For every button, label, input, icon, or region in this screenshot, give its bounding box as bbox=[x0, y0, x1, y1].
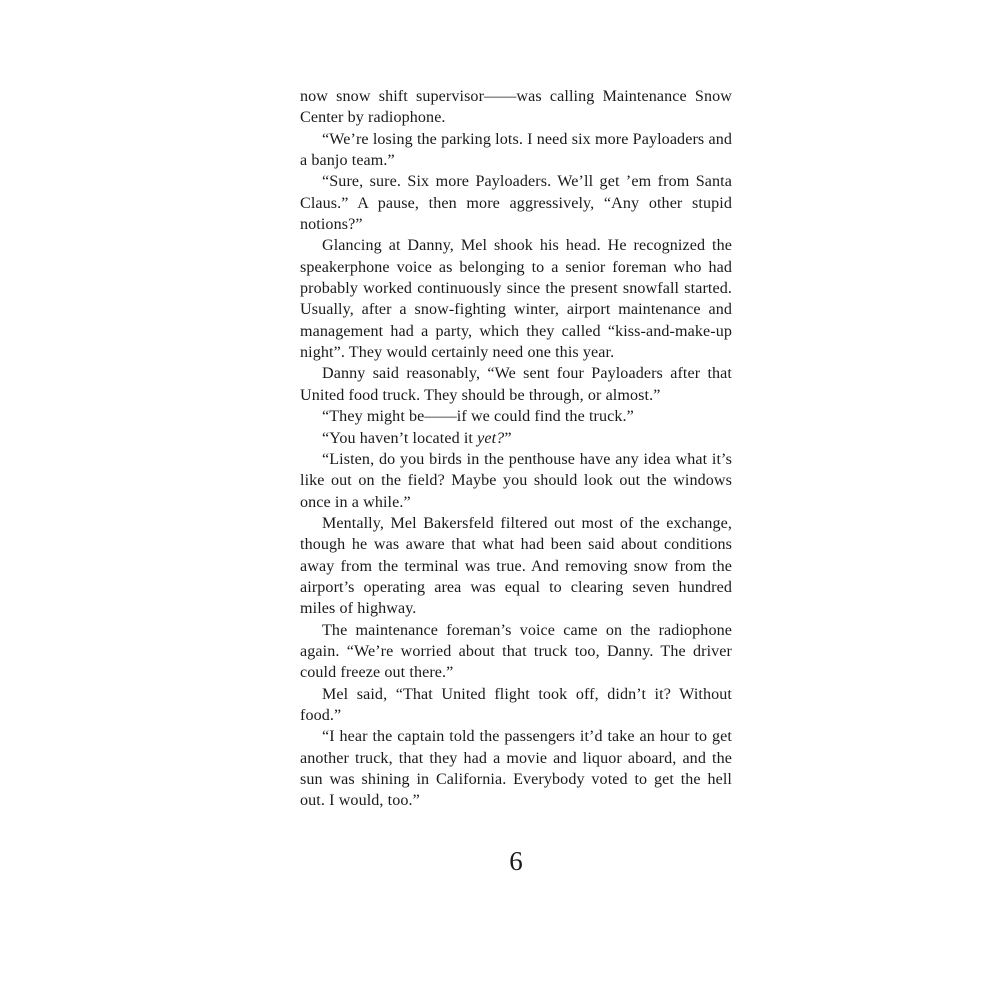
paragraph: “We’re losing the parking lots. I need six more Payloaders and a banjo team.” bbox=[300, 130, 732, 170]
paragraph: Mel said, “That United flight took off, didn’t it? Without food.” bbox=[300, 685, 732, 724]
italic-emphasis: yet? bbox=[477, 429, 505, 447]
paragraph: “Sure, sure. Six more Payloaders. We’ll get ’em from Santa Claus.” A pause, then more aggressively, “Any other stupid notions?” bbox=[300, 173, 732, 234]
page-number: 6 bbox=[509, 846, 523, 876]
paragraph-text: ” bbox=[504, 429, 512, 447]
body-text bbox=[300, 86, 732, 812]
paragraph: Glancing at Danny, Mel shook his head. He recognized the speakerphone voice as belonging to a senior foreman who had probably worked continuously since the present snowfall started. Usually, after a snow-fighting winter, airport maintenance and management had a party, which they called “kiss-and-make-up night”. They would certainly need one this year. bbox=[300, 237, 732, 362]
paragraph: Mentally, Mel Bakersfeld filtered out most of the exchange, though he was aware that what had been said about conditions away from the terminal was true. And removing snow from the airport’s operating area was equal to clearing seven hundred miles of highway. bbox=[300, 514, 732, 618]
bleed-through-text bbox=[300, 880, 640, 896]
paragraph bbox=[300, 428, 732, 449]
paragraph: “They might be——if we could find the truck.” bbox=[322, 408, 634, 426]
paragraph: now snow shift supervisor——was calling Maintenance Snow Center by radiophone. bbox=[300, 88, 732, 127]
paragraph: “I hear the captain told the passengers it’d take an hour to get another truck, that they had a movie and liquor aboard, and the sun was shining in California. Everybody voted to get the hell out. I would, too.” bbox=[300, 728, 732, 810]
bleed-through-text bbox=[302, 32, 462, 48]
paragraph-text: “You haven’t located it bbox=[322, 429, 478, 447]
paragraph: Danny said reasonably, “We sent four Payloaders after that United food truck. They should be through, or almost.” bbox=[300, 365, 732, 404]
paragraph: “Listen, do you birds in the penthouse have any idea what it’s like out on the field? Maybe you should look out the windows once in a while.” bbox=[300, 450, 732, 511]
paragraph: The maintenance foreman’s voice came on the radiophone again. “We’re worried about that truck too, Danny. The driver could freeze out there.” bbox=[300, 621, 732, 682]
